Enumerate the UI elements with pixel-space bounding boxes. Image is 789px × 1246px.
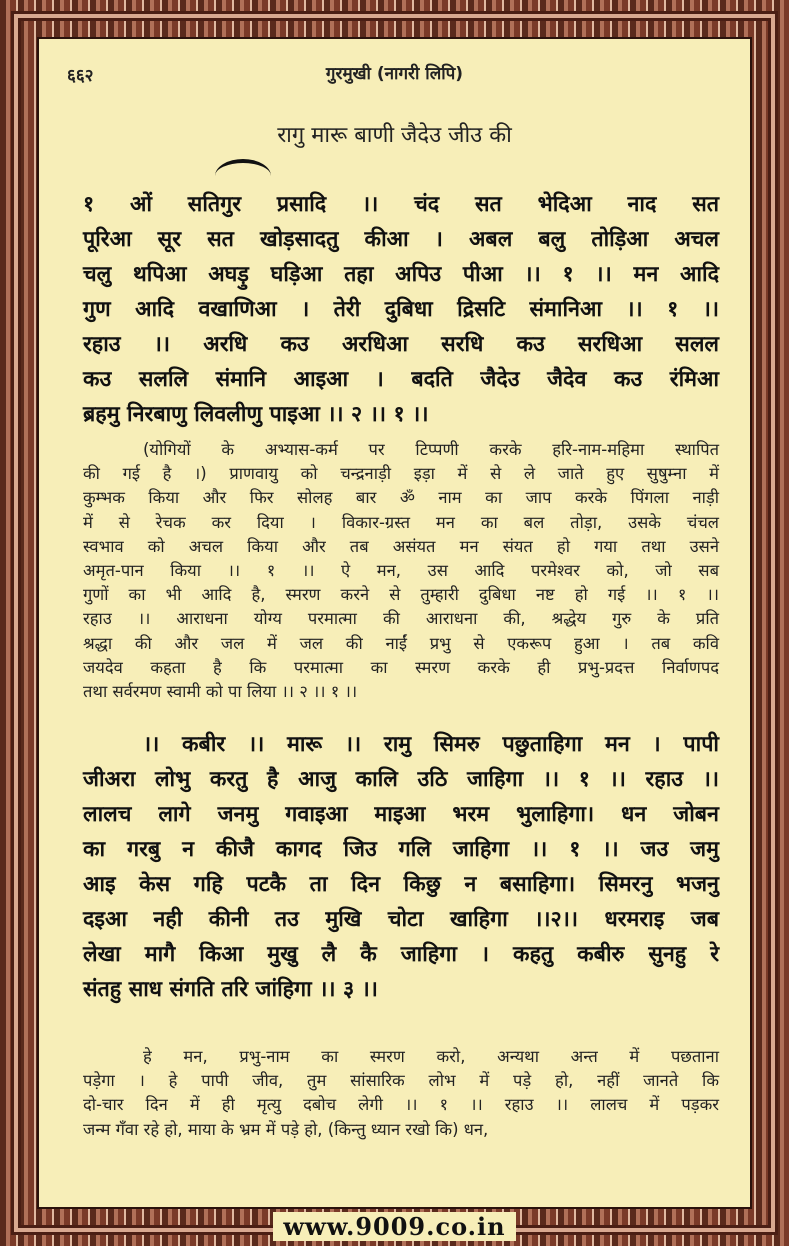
shabad-line: लेखा मागै किआ मुखु लै कै जाहिगा । कहतु कबीरु सुनहु रे (83, 942, 719, 967)
commentary-line: गुणों का भी आदि है, स्मरण करने से तुम्हारी दुबिधा नष्ट हो गई ।। १ ।। (83, 585, 719, 605)
website-text[interactable]: www.9009.co.in (273, 1212, 515, 1241)
shabad-line: जीअरा लोभु करतु है आजु कालि उठि जाहिगा ।। १ ।। रहाउ ।। (83, 767, 719, 792)
commentary-line: हे मन, प्रभु-नाम का स्मरण करो, अन्यथा अन्त में पछताना (143, 1047, 719, 1066)
commentary-line: तथा सर्वरमण स्वामी को पा लिया ।। २ ।। १ ।। (83, 682, 358, 702)
website-link[interactable] (0, 1212, 789, 1241)
shabad-line: ब्रहमु निरबाणु लिवलीणु पाइआ ।। २ ।। १ ।। (83, 402, 429, 427)
shabad-line: दइआ नही कीनी तउ मुखि चोटा खाहिगा ।।२।। धरमराइ जब (83, 907, 719, 932)
shabad-line: संतहु साध संगति तरि जांहिगा ।। ३ ।। (83, 977, 378, 1002)
scripture-page (37, 37, 752, 1209)
shabad-line: १ ओं सतिगुर प्रसादि ।। चंद सत भेदिआ नाद सत (83, 192, 719, 217)
shabad-line: आइ केस गहि पटकै ता दिन किछु न बसाहिगा। सिमरनु भजनु (83, 872, 719, 897)
page-header (39, 61, 750, 91)
shabad-line: का गरबु न कीजै कागद जिउ गलि जाहिगा ।। १ ।। जउ जमु (83, 837, 719, 862)
shabad-line: गुण आदि वखाणिआ । तेरी दुबिधा द्रिसटि संमानिआ ।। १ ।। (83, 297, 719, 322)
commentary-line: रहाउ ।। आराधना योग्य परमात्मा की आराधना की, श्रद्धेय गुरु के प्रति (83, 609, 719, 629)
commentary-line: जन्म गँवा रहे हो, माया के भ्रम में पड़े हो, (किन्तु ध्यान रखो कि) धन, (83, 1119, 489, 1139)
commentary-line: में से रेचक कर दिया । विकार-ग्रस्त मन का बल तोड़ा, उसके चंचल (83, 512, 719, 532)
commentary-line: पड़ेगा । हे पापी जीव, तुम सांसारिक लोभ में पड़े हो, नहीं जानते कि (83, 1071, 719, 1091)
shabad-line: पूरिआ सूर सत खोड़सादतु कीआ । अबल बलु तोड़िआ अचल (83, 227, 719, 252)
section-title: रागु मारू बाणी जैदेउ जीउ की (277, 123, 512, 148)
commentary-1 (83, 438, 719, 704)
commentary-line: स्वभाव को अचल किया और तब असंयत मन संयत हो गया तथा उसने (83, 536, 719, 556)
commentary-line: की गई है ।) प्राणवायु को चन्द्रनाड़ी इड़ा में से ले जाते हुए सुषुम्ना में (83, 464, 719, 484)
shabad-2 (83, 727, 719, 1007)
commentary-line: अमृत-पान किया ।। १ ।। ऐ मन, उस आदि परमेश्वर को, जो सब (83, 561, 719, 581)
commentary-line: जयदेव कहता है कि परमात्मा का स्मरण करके ही प्रभु-प्रदत्त निर्वाणपद (83, 657, 719, 677)
commentary-line: कुम्भक किया और फिर सोलह बार ॐ नाम का जाप करके पिंगला नाड़ी (83, 488, 719, 508)
shabad-line: ।। कबीर ।। मारू ।। रामु सिमरु पछुताहिगा मन । पापी (143, 732, 719, 757)
shabad-line: रहाउ ।। अरधि कउ अरधिआ सरधि कउ सरधिआ सलल (83, 332, 719, 357)
commentary-line: दो-चार दिन में ही मृत्यु दबोच लेगी ।। १ ।। रहाउ ।। लालच में पड़कर (83, 1095, 719, 1115)
shabad-line: लालच लागे जनमु गवाइआ माइआ भरम भुलाहिगा। धन जोबन (83, 802, 719, 827)
commentary-line: (योगियों के अभ्यास-कर्म पर टिप्पणी करके हरि-नाम-महिमा स्थापित (143, 440, 719, 459)
shabad-line: कउ सललि संमानि आइआ । बदति जैदेउ जैदेव कउ रंमिआ (83, 367, 719, 392)
shabad-1 (83, 187, 719, 432)
header-title: गुरमुखी (नागरी लिपि) (325, 64, 464, 84)
commentary-line: श्रद्धा की और जल में जल की नाईं प्रभु से एकरूप हुआ । तब कवि (83, 633, 719, 653)
commentary-2 (83, 1045, 719, 1142)
page-number: ६६२ (67, 66, 94, 86)
shabad-line: चलु थपिआ अघड़ु घड़िआ तहा अपिउ पीआ ।। १ ।। मन आदि (83, 262, 719, 287)
